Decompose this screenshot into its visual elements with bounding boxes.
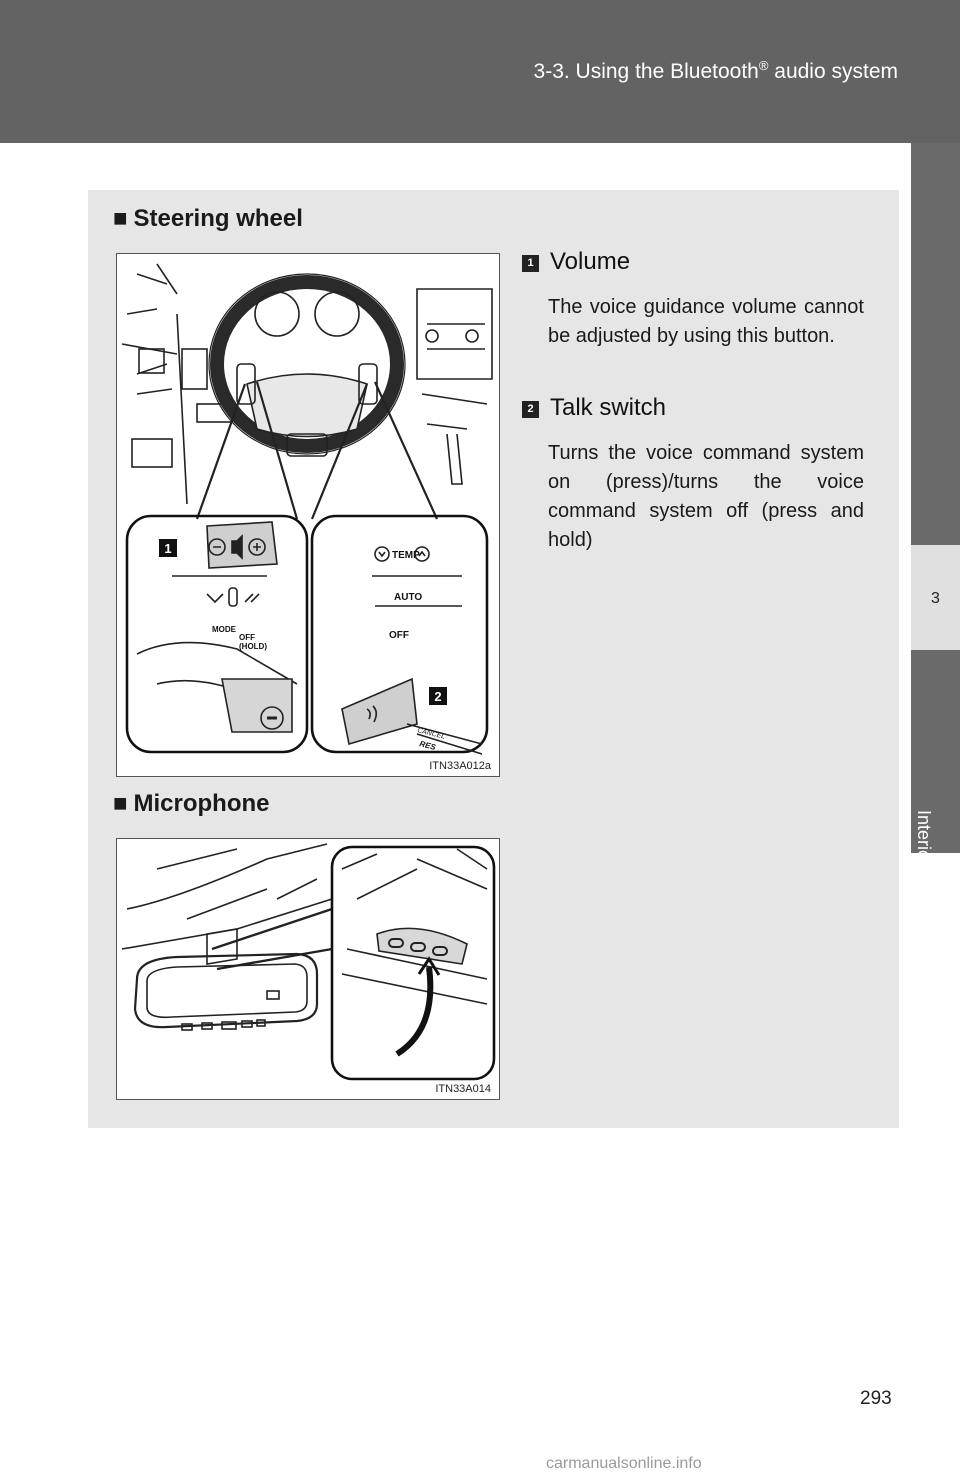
chapter-side-tab xyxy=(911,143,960,853)
mode-off-label: OFF xyxy=(239,633,255,642)
content-panel xyxy=(88,190,899,1128)
item-2-badge: 2 xyxy=(522,401,539,418)
callout-1-label: 1 xyxy=(164,541,172,556)
item-1-description: The voice guidance volume cannot be adjusted by using this button. xyxy=(548,296,864,347)
climate-off-label: OFF xyxy=(389,630,409,641)
steering-wheel-illustration xyxy=(117,254,500,777)
section-title: 3-3. Using the Bluetooth® audio system xyxy=(533,58,898,83)
item-2-title: Talk switch xyxy=(550,394,667,421)
hold-label: (HOLD) xyxy=(239,642,267,651)
callout-2-label: 2 xyxy=(434,689,442,704)
steering-wheel-heading: ■ Steering wheel xyxy=(113,205,303,232)
watermark: carmanualsonline.info xyxy=(546,1455,702,1472)
steering-wheel-figure xyxy=(116,253,500,777)
page-number: 293 xyxy=(860,1388,892,1409)
mode-label: MODE xyxy=(212,625,236,634)
microphone-figure xyxy=(116,838,500,1100)
auto-label: AUTO xyxy=(394,592,423,603)
microphone-illustration xyxy=(117,839,500,1100)
page-header xyxy=(0,0,960,143)
item-1-title: Volume xyxy=(550,248,631,275)
item-2-description: Turns the voice command system on (press)/turns the voice command system off (press and hold) xyxy=(548,442,864,551)
microphone-figure-code: ITN33A014 xyxy=(435,1083,491,1095)
steering-figure-code: ITN33A012a xyxy=(429,760,491,772)
chapter-number: 3 xyxy=(931,590,940,607)
item-1-badge: 1 xyxy=(522,255,539,272)
cancel-label: CANCEL xyxy=(416,727,446,741)
microphone-heading: ■ Microphone xyxy=(113,790,270,817)
res-label: RES xyxy=(418,739,437,752)
temp-label: TEMP xyxy=(392,550,420,561)
